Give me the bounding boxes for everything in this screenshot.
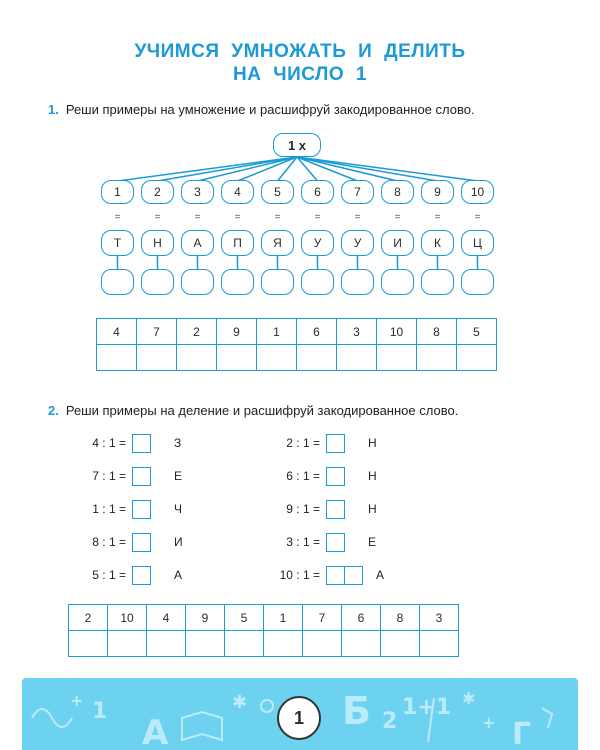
answer-cell[interactable]	[225, 631, 264, 657]
answer-box[interactable]	[341, 269, 374, 295]
answer-cell[interactable]	[342, 631, 381, 657]
svg-text:A: A	[142, 713, 169, 750]
answer-box[interactable]	[132, 467, 151, 486]
answer-cell[interactable]	[186, 631, 225, 657]
answer-cell[interactable]	[264, 631, 303, 657]
svg-text:2: 2	[382, 709, 398, 734]
letter-box: И	[381, 230, 414, 256]
number-box: 1	[101, 180, 134, 204]
equals-sign: =	[274, 212, 281, 223]
answer-box[interactable]	[132, 566, 151, 585]
task2-code-table	[68, 604, 459, 657]
code-cell: 6	[297, 319, 337, 345]
letter-box: П	[221, 230, 254, 256]
task2-number: 2.	[48, 403, 59, 418]
letter-box: К	[421, 230, 454, 256]
letter-box: Ц	[461, 230, 494, 256]
code-cell: 1	[264, 605, 303, 631]
letter-box: Н	[141, 230, 174, 256]
svg-text:+: +	[482, 713, 496, 732]
division-example: 9 : 1 =	[286, 502, 320, 516]
answer-box[interactable]	[344, 566, 363, 585]
equals-sign: =	[434, 212, 441, 223]
answer-cell[interactable]	[377, 345, 417, 371]
answer-cell[interactable]	[381, 631, 420, 657]
answer-box[interactable]	[261, 269, 294, 295]
example-row	[56, 499, 126, 519]
answer-cell[interactable]	[337, 345, 377, 371]
answer-box[interactable]	[101, 269, 134, 295]
letter-box: Я	[261, 230, 294, 256]
example-row	[250, 433, 320, 453]
page-title-line2: НА ЧИСЛО 1	[233, 64, 367, 85]
answer-box[interactable]	[132, 500, 151, 519]
code-cell: 1	[257, 319, 297, 345]
code-cell: 9	[217, 319, 257, 345]
code-letter: Н	[368, 469, 377, 483]
code-letter: З	[174, 436, 182, 450]
answer-box[interactable]	[381, 269, 414, 295]
code-letter: И	[174, 535, 183, 549]
example-row	[56, 565, 126, 585]
connector-line	[297, 157, 438, 181]
division-example: 10 : 1 =	[279, 568, 320, 582]
code-letter: Н	[368, 502, 377, 516]
answer-box[interactable]	[132, 434, 151, 453]
division-example: 1 : 1 =	[92, 502, 126, 516]
answer-cell[interactable]	[297, 345, 337, 371]
code-letter: А	[174, 568, 183, 582]
number-box: 8	[381, 180, 414, 204]
code-letter: Н	[368, 436, 377, 450]
number-box: 6	[301, 180, 334, 204]
answer-box[interactable]	[181, 269, 214, 295]
code-cell: 8	[381, 605, 420, 631]
answer-box[interactable]	[326, 434, 345, 453]
code-letter: Е	[174, 469, 183, 483]
example-row	[250, 532, 320, 552]
task2-heading	[48, 403, 458, 418]
page-title-line1: УЧИМСЯ УМНОЖАТЬ И ДЕЛИТЬ	[134, 41, 466, 62]
number-box: 4	[221, 180, 254, 204]
answer-cell[interactable]	[217, 345, 257, 371]
letter-box: Т	[101, 230, 134, 256]
equals-sign: =	[194, 212, 201, 223]
svg-text:1+1: 1+1	[402, 695, 452, 720]
code-cell: 10	[377, 319, 417, 345]
division-example: 8 : 1 =	[92, 535, 126, 549]
equals-sign: =	[474, 212, 481, 223]
division-example: 3 : 1 =	[286, 535, 320, 549]
svg-text:1: 1	[92, 699, 108, 724]
answer-cell[interactable]	[303, 631, 342, 657]
code-cell: 4	[147, 605, 186, 631]
answer-box[interactable]	[326, 500, 345, 519]
page-number: 1	[277, 696, 321, 740]
division-example: 6 : 1 =	[286, 469, 320, 483]
example-row	[56, 466, 126, 486]
answer-box[interactable]	[221, 269, 254, 295]
answer-box[interactable]	[326, 566, 345, 585]
code-letter: Ч	[174, 502, 182, 516]
answer-cell[interactable]	[69, 631, 108, 657]
svg-text:+: +	[70, 691, 84, 710]
equals-sign: =	[394, 212, 401, 223]
number-box: 5	[261, 180, 294, 204]
equals-sign: =	[234, 212, 241, 223]
division-example: 2 : 1 =	[286, 436, 320, 450]
answer-cell[interactable]	[137, 345, 177, 371]
answer-box[interactable]	[461, 269, 494, 295]
division-example: 7 : 1 =	[92, 469, 126, 483]
answer-cell[interactable]	[147, 631, 186, 657]
task1-text: Реши примеры на умножение и расшифруй закодированное слово.	[65, 102, 475, 117]
code-cell: 7	[137, 319, 177, 345]
answer-box[interactable]	[421, 269, 454, 295]
task1-code-table	[96, 318, 497, 371]
svg-text:✱: ✱	[232, 692, 248, 713]
letter-box: У	[341, 230, 374, 256]
svg-text:✱: ✱	[462, 689, 476, 708]
number-box: 3	[181, 180, 214, 204]
code-cell: 6	[342, 605, 381, 631]
code-cell: 7	[303, 605, 342, 631]
connector-line	[118, 157, 298, 181]
example-row	[250, 499, 320, 519]
division-example: 5 : 1 =	[92, 568, 126, 582]
answer-box[interactable]	[326, 533, 345, 552]
code-cell: 8	[417, 319, 457, 345]
equals-sign: =	[154, 212, 161, 223]
task2-text: Реши примеры на деление и расшифруй закодированное слово.	[65, 403, 459, 418]
code-cell: 5	[457, 319, 497, 345]
code-cell: 3	[337, 319, 377, 345]
code-cell: 10	[108, 605, 147, 631]
answer-box[interactable]	[301, 269, 334, 295]
number-box: 2	[141, 180, 174, 204]
answer-box[interactable]	[141, 269, 174, 295]
answer-cell[interactable]	[420, 631, 459, 657]
svg-text:Г: Г	[512, 717, 532, 750]
svg-text:Б: Б	[342, 689, 371, 733]
code-cell: 3	[420, 605, 459, 631]
example-row	[250, 565, 320, 585]
code-letter: Е	[368, 535, 377, 549]
answer-cell[interactable]	[108, 631, 147, 657]
division-example: 4 : 1 =	[92, 436, 126, 450]
letter-box: А	[181, 230, 214, 256]
equals-sign: =	[114, 212, 121, 223]
number-box: 10	[461, 180, 494, 204]
answer-cell[interactable]	[457, 345, 497, 371]
answer-box[interactable]	[326, 467, 345, 486]
multiplier-box: 1 x	[273, 133, 321, 157]
example-row	[56, 433, 126, 453]
code-cell: 2	[69, 605, 108, 631]
code-cell: 9	[186, 605, 225, 631]
code-cell: 4	[97, 319, 137, 345]
connector-line	[158, 157, 298, 181]
example-row	[250, 466, 320, 486]
equals-sign: =	[314, 212, 321, 223]
answer-cell[interactable]	[177, 345, 217, 371]
equals-sign: =	[354, 212, 361, 223]
answer-cell[interactable]	[97, 345, 137, 371]
code-cell: 5	[225, 605, 264, 631]
number-box: 7	[341, 180, 374, 204]
code-cell: 2	[177, 319, 217, 345]
answer-cell[interactable]	[257, 345, 297, 371]
code-letter: А	[376, 568, 385, 582]
connector-line	[297, 157, 478, 181]
number-box: 9	[421, 180, 454, 204]
letter-box: У	[301, 230, 334, 256]
answer-cell[interactable]	[417, 345, 457, 371]
task1-number: 1.	[48, 102, 59, 117]
example-row	[56, 532, 126, 552]
answer-box[interactable]	[132, 533, 151, 552]
